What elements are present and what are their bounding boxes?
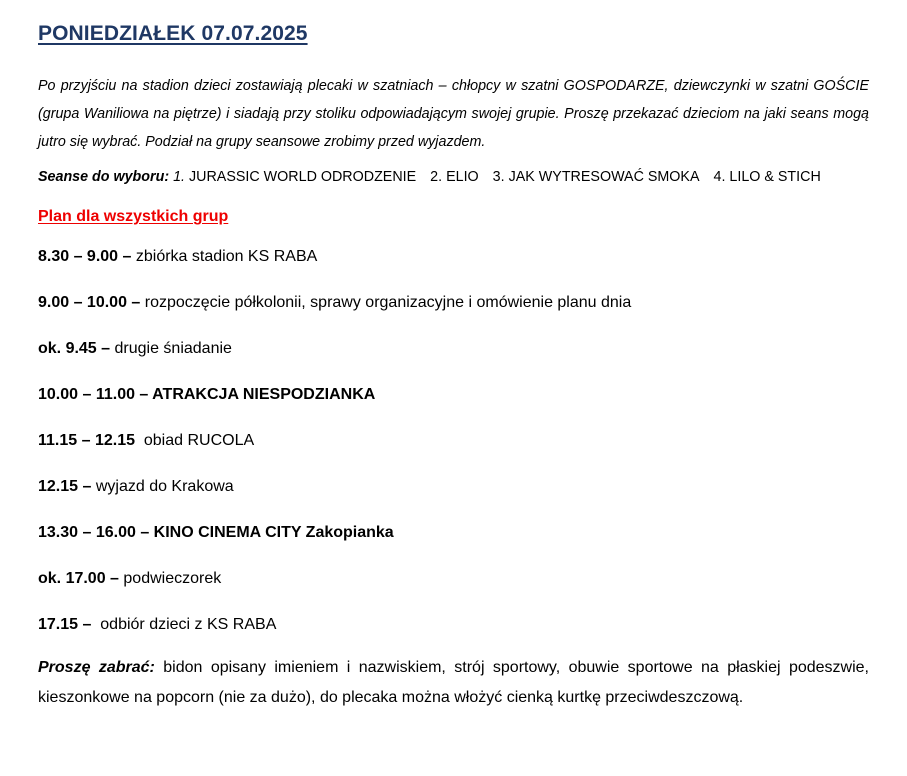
schedule-desc-highlight: KINO CINEMA CITY Zakopianka [149, 524, 394, 541]
intro-paragraph: Po przyjściu na stadion dzieci zostawiają plecaki w szatniach – chłopcy w szatni GOSPODARZE, dziewczynki w szatni GOŚCIE (grupa Waniliowa na piętrze) i siadają przy stoliku odpowiadającym swojej grupie. Proszę przekazać dzieciom na jaki seans mogą jutro się wybrać. Podział na grupy seansowe zrobimy przed wyjazdem. [38, 78, 869, 150]
seanse-option-title: JURASSIC WORLD ODRODZENIE [189, 169, 417, 185]
seanse-option [493, 169, 700, 185]
schedule-desc: rozpoczęcie półkolonii, sprawy organizacyjne i omówienie planu dnia [140, 294, 632, 311]
schedule-row [38, 292, 869, 314]
schedule-desc: zbiórka stadion KS RABA [131, 248, 318, 265]
schedule-row [38, 476, 869, 498]
seanse-option-number: 3. [492, 169, 505, 185]
seanse-option [714, 169, 821, 185]
schedule-time: ok. 9.45 – [38, 340, 111, 357]
schedule-row [38, 246, 869, 268]
page-title: PONIEDZIAŁEK 07.07.2025 [38, 22, 308, 45]
schedule-desc: wyjazd do Krakowa [91, 478, 234, 495]
seanse-option-title: LILO & STICH [729, 169, 821, 185]
seanse-option-number: 1. [173, 169, 186, 185]
schedule-desc: obiad RUCOLA [134, 432, 255, 449]
schedule-time: ok. 17.00 – [38, 570, 119, 587]
schedule-time: 11.15 – 12.15 [38, 432, 135, 449]
schedule-row [38, 384, 869, 406]
schedule-time: 12.15 – [38, 478, 92, 495]
schedule-time: 17.15 – [38, 616, 92, 633]
seanse-option-title: ELIO [446, 169, 479, 185]
schedule-time: 10.00 – 11.00 – [38, 386, 149, 403]
seanse-line [38, 166, 869, 188]
schedule-desc: drugie śniadanie [110, 340, 232, 357]
schedule-row [38, 338, 869, 360]
schedule-time: 9.00 – 10.00 – [38, 294, 141, 311]
schedule-desc: odbiór dzieci z KS RABA [91, 616, 277, 633]
schedule-desc: podwieczorek [118, 570, 222, 587]
seanse-option-title: JAK WYTRESOWAĆ SMOKA [508, 169, 700, 185]
schedule-time: 8.30 – 9.00 – [38, 248, 132, 265]
seanse-option-number: 4. [713, 169, 726, 185]
packing-list-text: bidon opisany imieniem i nazwiskiem, strój sportowy, obuwie sportowe na płaskiej podeszwie, kieszonkowe na popcorn (nie za dużo), do plecaka można włożyć cienką kurtkę przeciwdeszczową. [38, 659, 869, 706]
packing-list-label: Proszę zabrać: [38, 659, 155, 676]
schedule-row [38, 614, 869, 636]
packing-list-paragraph [38, 653, 869, 713]
plan-heading: Plan dla wszystkich grup [38, 208, 229, 225]
schedule-row [38, 568, 869, 590]
schedule-row [38, 522, 869, 544]
seanse-option [430, 169, 479, 185]
schedule-desc-highlight: ATRAKCJA NIESPODZIANKA [148, 386, 376, 403]
seanse-option [173, 169, 416, 185]
schedule-time: 13.30 – 16.00 – [38, 524, 150, 541]
seanse-label: Seanse do wyboru: [38, 169, 170, 185]
schedule-row [38, 430, 869, 452]
seanse-option-number: 2. [430, 169, 443, 185]
schedule-list [38, 246, 869, 636]
